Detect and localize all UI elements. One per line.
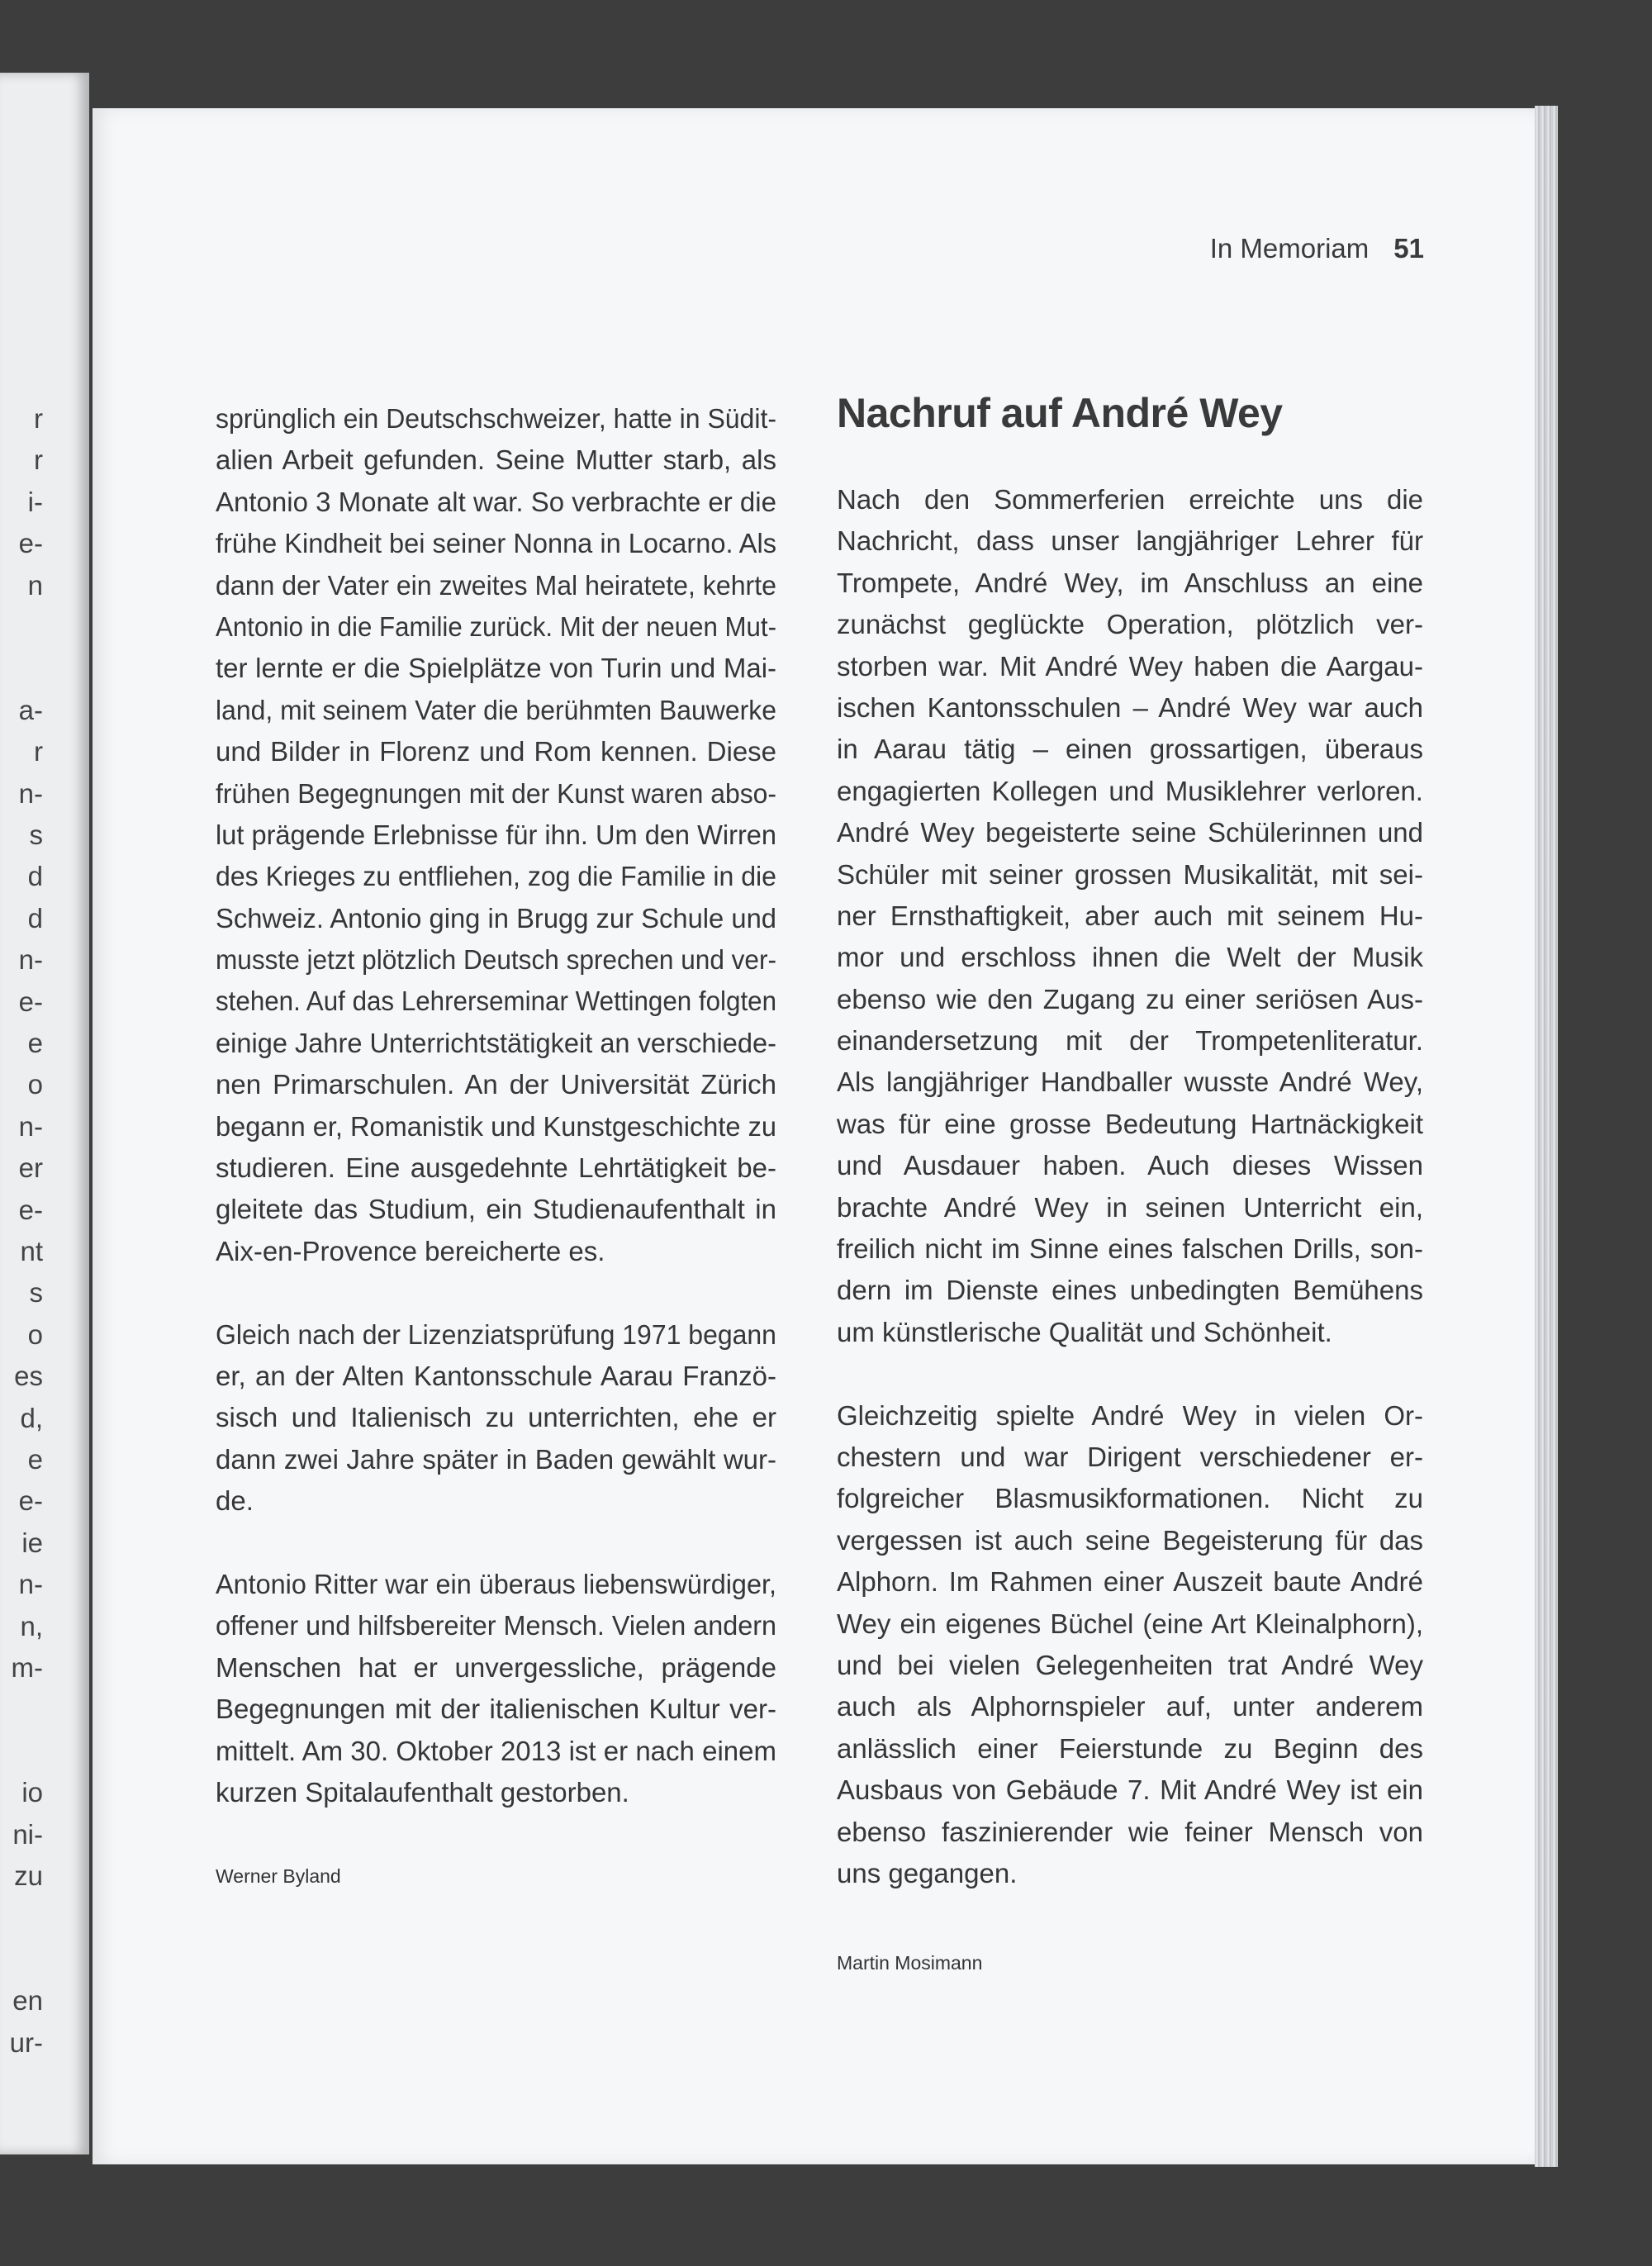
fragment-text: d — [27, 902, 43, 933]
text-line-row — [216, 1356, 776, 1397]
fragment-text: e- — [18, 528, 43, 559]
text-line-row — [837, 563, 1423, 604]
text-line-row — [837, 979, 1423, 1020]
text-line: in Aarau tätig – einen grossartigen, überaus — [837, 734, 1424, 765]
text-line-row — [837, 687, 1423, 729]
text-line-row — [216, 1689, 776, 1730]
text-line-row — [216, 1064, 776, 1105]
text-line-row — [216, 856, 776, 897]
text-line-row — [837, 1645, 1423, 1686]
text-line: zunächst geglückte Operation, plötzlich ver- — [837, 609, 1424, 640]
fragment-text: n- — [18, 1110, 43, 1142]
text-line-row — [216, 439, 776, 481]
text-line-row — [216, 1564, 776, 1605]
text-line-row — [837, 1062, 1423, 1103]
text-line: einige Jahre Unterrichtstätigkeit an verschiede- — [216, 1027, 776, 1058]
fragment-text: m- — [11, 1652, 43, 1683]
text-line-row — [216, 1147, 776, 1189]
text-line-row — [216, 1106, 776, 1147]
text-line-row — [837, 1104, 1423, 1145]
text-line: ner Ernsthaftigkeit, aber auch mit seinem Hu- — [837, 900, 1424, 931]
fragment-text: s — [29, 1277, 43, 1309]
text-line-row — [837, 1770, 1423, 1811]
text-line-row — [837, 1187, 1423, 1228]
text-line-row — [837, 937, 1423, 978]
page-number: 51 — [1393, 233, 1424, 264]
fragment-text: ni- — [12, 1818, 43, 1850]
text-line-row — [837, 646, 1423, 687]
text-line-row — [216, 1647, 776, 1689]
text-line: André Wey begeisterte seine Schülerinnen und — [837, 817, 1424, 848]
section-title: In Memoriam — [1209, 233, 1370, 264]
text-line-row — [216, 1023, 776, 1064]
text-line-row — [837, 1561, 1423, 1603]
fragment-text: er — [18, 1152, 43, 1184]
fragment-text: i- — [27, 486, 43, 517]
text-line: Schweiz. Antonio ging in Brugg zur Schule und — [216, 902, 777, 933]
text-line-row — [837, 1686, 1423, 1727]
text-line-row — [216, 898, 776, 939]
text-line: einandersetzung mit der Trompetenliteratur. — [837, 1025, 1424, 1057]
text-line-row — [216, 1397, 776, 1438]
fragment-text: n — [27, 569, 43, 601]
text-line-row — [216, 939, 776, 981]
paragraph-gap — [216, 1272, 776, 1314]
fragment-text: e — [27, 1444, 43, 1475]
text-line-row — [837, 729, 1423, 770]
text-line-row — [837, 1270, 1423, 1311]
text-line-row — [216, 1231, 776, 1272]
fragment-text: r — [34, 403, 43, 434]
text-line-row — [837, 1520, 1423, 1561]
text-line-row — [837, 520, 1423, 562]
text-line: frühe Kindheit bei seiner Nonna in Locarno. Als — [216, 528, 777, 559]
text-line: Antonio in die Familie zurück. Mit der neuen Mut- — [216, 610, 777, 642]
text-line-row — [216, 1772, 776, 1813]
text-line: Ausbaus von Gebäude 7. Mit André Wey ist ein — [837, 1774, 1423, 1806]
fragment-text: d — [27, 861, 43, 892]
text-line: Als langjähriger Handballer wusste André Wey, — [837, 1066, 1423, 1098]
fragment-text: o — [27, 1069, 43, 1100]
text-line: Antonio 3 Monate alt war. So verbrachte er die — [216, 486, 776, 517]
text-line: er, an der Alten Kantonsschule Aarau Franzö- — [216, 1360, 776, 1391]
fragment-text: n- — [18, 777, 43, 809]
fragment-text: e — [27, 1028, 43, 1058]
fragment-text: nt — [20, 1236, 43, 1266]
text-line-row — [837, 1437, 1423, 1478]
fragment-text: ur- — [9, 2026, 43, 2058]
text-line-row — [837, 771, 1423, 812]
text-line-row — [837, 1728, 1423, 1770]
text-line: offener und hilfsbereiter Mensch. Vielen andern — [216, 1610, 777, 1641]
text-line-row — [216, 1189, 776, 1230]
text-line: Menschen hat er unvergessliche, prägende — [216, 1651, 776, 1683]
text-line-row — [216, 1439, 776, 1480]
text-line: ebenso faszinierender wie feiner Mensch von — [837, 1816, 1424, 1847]
text-line: lut prägende Erlebnisse für ihn. Um den Wirren — [216, 819, 777, 850]
paragraph-gap — [837, 1353, 1423, 1394]
text-line: um künstlerische Qualität und Schönheit. — [837, 1316, 1332, 1347]
text-line-row — [837, 1395, 1423, 1437]
fragment-text: r — [34, 736, 43, 767]
text-line: Wey ein eigenes Büchel (eine Art Kleinalphorn), — [837, 1608, 1424, 1639]
text-line: nen Primarschulen. An der Universität Zürich — [216, 1069, 776, 1100]
text-line: uns gegangen. — [837, 1857, 1018, 1888]
text-line: land, mit seinem Vater die berühmten Bauwerke — [216, 694, 776, 725]
text-line: ebenso wie den Zugang zu einer seriösen Aus- — [837, 983, 1423, 1014]
paragraph-gap — [216, 1523, 776, 1564]
text-line-row — [216, 565, 776, 606]
text-line: des Krieges zu entfliehen, zog die Familie in die — [216, 861, 776, 892]
fragment-text: ie — [21, 1527, 43, 1558]
text-line: begann er, Romanistik und Kunstgeschichte zu — [216, 1110, 776, 1142]
text-line: anlässlich einer Feierstunde zu Beginn des — [837, 1732, 1424, 1764]
text-line: engagierten Kollegen und Musiklehrer verloren. — [837, 775, 1423, 806]
text-line: was für eine grosse Bedeutung Hartnäckigkeit — [837, 1108, 1424, 1139]
text-line: dann der Vater ein zweites Mal heiratete, kehrte — [216, 569, 777, 601]
fragment-text: en — [12, 1985, 43, 2017]
text-line: stehen. Auf das Lehrerseminar Wettingen folgten — [216, 986, 777, 1017]
text-line: folgreicher Blasmusikformationen. Nicht zu — [837, 1483, 1423, 1514]
text-line-row — [216, 731, 776, 772]
text-line: Aix-en-Provence bereicherte es. — [216, 1235, 605, 1266]
text-line: auch als Alphornspieler auf, unter anderem — [837, 1691, 1423, 1722]
text-line-row — [837, 1853, 1423, 1894]
text-line: vergessen ist auch seine Begeisterung für das — [837, 1524, 1424, 1556]
text-line-row — [216, 1314, 776, 1356]
text-line-row — [216, 690, 776, 731]
text-line-row — [837, 604, 1423, 645]
article-title: Nachruf auf André Wey — [837, 390, 1283, 436]
text-line: Schüler mit seiner grossen Musikalität, mit sei- — [837, 858, 1423, 890]
text-line-row — [216, 606, 776, 648]
text-line-row — [837, 1603, 1423, 1645]
text-line-row — [837, 1812, 1423, 1853]
text-line-row — [216, 773, 776, 815]
text-line: und Ausdauer haben. Auch dieses Wissen — [837, 1150, 1424, 1181]
fragment-text: n- — [18, 1569, 43, 1600]
text-line-row — [216, 815, 776, 856]
text-line-row — [837, 1145, 1423, 1186]
text-line: und bei vielen Gelegenheiten trat André Wey — [837, 1649, 1424, 1680]
text-line-row — [837, 895, 1423, 937]
text-line: Trompete, André Wey, im Anschluss an eine — [837, 567, 1424, 598]
text-line-row — [837, 1312, 1423, 1353]
fragment-text: e- — [18, 986, 43, 1017]
text-line: mittelt. Am 30. Oktober 2013 ist er nach einem — [216, 1735, 776, 1766]
text-line: Gleichzeitig spielte André Wey in vielen Or- — [837, 1399, 1423, 1431]
text-line-row — [216, 1480, 776, 1522]
text-line: de. — [216, 1485, 254, 1517]
fragment-text: s — [29, 819, 43, 850]
page-edges — [1535, 106, 1558, 2167]
text-line: freilich nicht im Sinne eines falschen Drills, son- — [837, 1233, 1423, 1265]
fragment-text: r — [34, 444, 43, 476]
text-line-row — [837, 854, 1423, 895]
text-line: Antonio Ritter war ein überaus liebenswürdiger, — [216, 1568, 776, 1599]
right-column-text — [837, 479, 1423, 1894]
fragment-text: e- — [18, 1485, 43, 1517]
text-line: brachte André Wey in seinen Unterricht ein, — [837, 1191, 1423, 1223]
text-line: Alphorn. Im Rahmen einer Auszeit baute André — [837, 1566, 1423, 1598]
text-line: dann zwei Jahre später in Baden gewählt wur- — [216, 1443, 776, 1475]
text-line: sprünglich ein Deutschschweizer, hatte in Südit- — [216, 403, 776, 434]
fragment-text: e- — [18, 1194, 43, 1225]
text-line-row — [837, 1228, 1423, 1270]
text-line: studieren. Eine ausgedehnte Lehrtätigkeit be- — [216, 1152, 777, 1184]
text-line: sisch und Italienisch zu unterrichten, ehe er — [216, 1402, 777, 1433]
text-line: Begegnungen mit der italienischen Kultur ver- — [216, 1694, 777, 1725]
text-line: Nachricht, dass unser langjähriger Lehrer für — [837, 525, 1423, 557]
fragment-text: d, — [20, 1402, 43, 1433]
text-line: kurzen Spitalaufenthalt gestorben. — [216, 1776, 629, 1808]
text-line-row — [216, 482, 776, 523]
fragment-text: es — [14, 1361, 43, 1392]
fragment-text: zu — [14, 1860, 43, 1891]
text-line: mor und erschloss ihnen die Welt der Musik — [837, 942, 1423, 973]
left-column-text — [216, 398, 776, 1813]
text-line: frühen Begegnungen mit der Kunst waren abso- — [216, 777, 777, 809]
text-line: ter lernte er die Spielplätze von Turin und Mai- — [216, 653, 777, 684]
text-line: chestern und war Dirigent verschiedener er- — [837, 1441, 1423, 1472]
text-line: gleitete das Studium, ein Studienaufenthalt in — [216, 1194, 776, 1225]
text-line-row — [216, 648, 776, 689]
fragment-text: a- — [18, 694, 43, 725]
fragment-text: io — [21, 1777, 43, 1808]
text-line: dern im Dienste eines unbedingten Bemühens — [837, 1275, 1423, 1306]
text-line: ischen Kantonsschulen – André Wey war auch — [837, 691, 1424, 723]
text-line: Nach den Sommerferien erreichte uns die — [837, 484, 1424, 515]
text-line-row — [837, 1478, 1423, 1519]
text-line-row — [837, 812, 1423, 853]
text-line: musste jetzt plötzlich Deutsch sprechen und ver- — [216, 944, 777, 976]
author-signature: Werner Byland — [216, 1865, 341, 1887]
text-line-row — [837, 479, 1423, 520]
text-line: alien Arbeit gefunden. Seine Mutter starb, als — [216, 444, 776, 476]
previous-page-text-fragments — [0, 0, 89, 2266]
text-line-row — [837, 1020, 1423, 1062]
text-line-row — [216, 398, 776, 439]
fragment-text: n- — [18, 944, 43, 976]
running-header — [1210, 231, 1424, 266]
fragment-text: n, — [20, 1610, 43, 1641]
text-line: Gleich nach der Lizenziatsprüfung 1971 begann — [216, 1318, 776, 1350]
text-line: storben war. Mit André Wey haben die Aargau- — [837, 650, 1423, 682]
text-line: und Bilder in Florenz und Rom kennen. Diese — [216, 736, 777, 767]
text-line-row — [216, 523, 776, 564]
text-line-row — [216, 1731, 776, 1772]
fragment-text: o — [27, 1318, 43, 1350]
text-line-row — [216, 981, 776, 1022]
text-line-row — [216, 1605, 776, 1646]
author-signature: Martin Mosimann — [837, 1952, 983, 1974]
